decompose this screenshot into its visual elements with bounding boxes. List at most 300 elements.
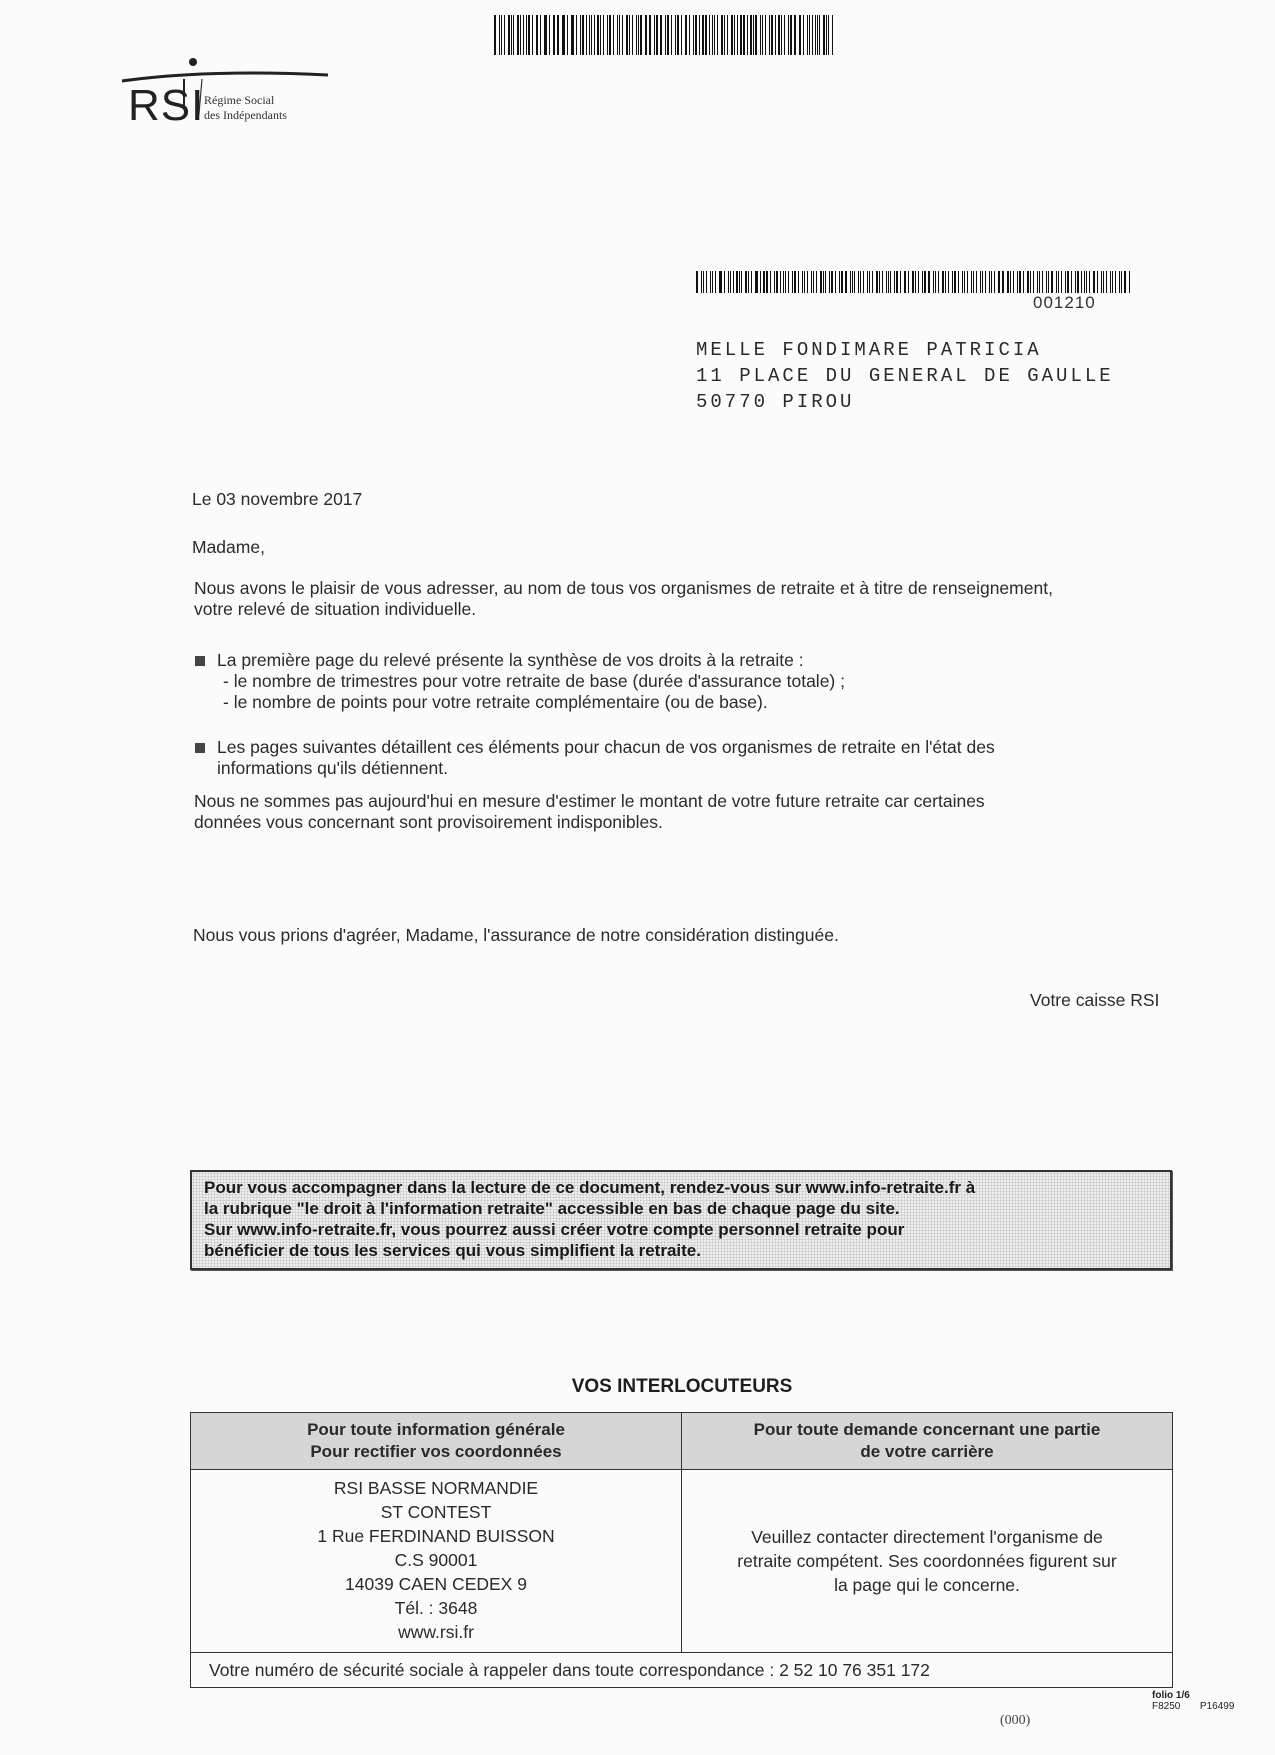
barcode-bar <box>693 15 694 55</box>
barcode-bar <box>900 271 901 293</box>
intro-line: Nous avons le plaisir de vous adresser, au nom de tous vos organismes de retraite et à titre de renseignement, <box>194 578 1053 598</box>
address-line: C.S 90001 <box>394 1550 478 1570</box>
contact-instructions-cell <box>682 1470 1173 1653</box>
barcode-bar <box>750 15 752 55</box>
barcode-bar <box>511 15 512 55</box>
social-security-number: Votre numéro de sécurité sociale à rappeler dans toute correspondance : 2 52 10 76 351 172 <box>191 1653 1173 1688</box>
barcode-bar <box>994 271 995 293</box>
barcode-bar <box>1019 271 1021 293</box>
barcode-bar <box>594 15 595 55</box>
barcode-bar <box>812 15 813 55</box>
barcode-bar <box>544 15 545 55</box>
barcode-bar <box>964 271 965 293</box>
barcode-bar <box>850 271 851 293</box>
barcode-bar <box>1058 271 1059 293</box>
address-line: RSI BASSE NORMANDIE <box>333 1478 539 1498</box>
contact-line: Veuillez contacter directement l'organisme de <box>751 1527 1103 1547</box>
barcode-bar <box>765 15 767 55</box>
barcode-bar <box>571 15 572 55</box>
barcode-bar <box>794 271 796 293</box>
barcode-bar <box>1103 271 1104 293</box>
barcode-bar <box>712 271 713 293</box>
recipient-address <box>696 337 1114 415</box>
barcode-bar <box>1042 271 1043 293</box>
estimate-line: données vous concernant sont provisoirement indisponibles. <box>194 812 663 832</box>
barcode-bar <box>835 271 836 293</box>
barcode-bar <box>675 15 676 55</box>
barcode-bar <box>695 15 697 55</box>
barcode-bar <box>778 15 780 55</box>
logo-acronym: RSI <box>128 81 205 130</box>
barcode-bar <box>557 15 559 55</box>
signature: Votre caisse RSI <box>1030 990 1160 1010</box>
barcode-bar <box>589 15 590 55</box>
barcode-bar <box>809 15 810 55</box>
barcode-bar <box>724 15 725 55</box>
barcode-bar <box>733 271 734 293</box>
barcode-bar <box>626 15 628 55</box>
barcode-bar <box>736 271 738 293</box>
barcode-bar <box>613 15 614 55</box>
barcode-bar <box>685 15 686 55</box>
barcode-bar <box>1056 271 1057 293</box>
barcode-bar <box>717 15 718 55</box>
salutation: Madame, <box>192 537 265 557</box>
barcode-bar <box>769 15 770 55</box>
barcode-bar <box>1002 271 1004 293</box>
barcode-bar <box>696 271 698 293</box>
bullet-subline: - le nombre de trimestres pour votre retraite de base (durée d'assurance totale) ; <box>223 671 845 691</box>
barcode-bar <box>572 15 573 55</box>
barcode-bar <box>755 271 756 293</box>
barcode-bar <box>890 271 891 293</box>
barcode-bar <box>734 15 735 55</box>
barcode-bar <box>1067 271 1068 293</box>
barcode-bar <box>922 271 923 293</box>
barcode-bar <box>689 15 690 55</box>
barcode-bar <box>554 15 555 55</box>
barcode-bar <box>504 15 505 55</box>
header-line: de votre carrière <box>860 1442 994 1461</box>
barcode-bar <box>841 271 843 293</box>
barcode-bar <box>798 271 799 293</box>
barcode-bar <box>1106 271 1107 293</box>
barcode-bar <box>562 15 563 55</box>
barcode-bar <box>1093 271 1094 293</box>
barcode-bar <box>954 271 956 293</box>
barcode-bar <box>513 15 514 55</box>
barcode-bar <box>629 15 630 55</box>
barcode-bar <box>563 15 565 55</box>
barcode-bar <box>762 15 763 55</box>
barcode-bar <box>1089 271 1090 293</box>
barcode-bar <box>1129 271 1130 293</box>
address-line: Tél. : 3648 <box>394 1598 478 1618</box>
bullet-line: Les pages suivantes détaillent ces éléments pour chacun de vos organismes de retraite en l'état des <box>217 737 995 757</box>
barcode-bar <box>719 271 720 293</box>
footer-code: F8250 <box>1152 1701 1181 1712</box>
estimate-line: Nous ne sommes pas aujourd'hui en mesure d'estimer le montant de votre future retraite car certaines <box>194 791 985 811</box>
barcode-bar <box>952 271 953 293</box>
contact-line: retraite compétent. Ses coordonnées figurent sur <box>737 1551 1117 1571</box>
barcode-bar <box>671 15 672 55</box>
barcode-bar <box>807 271 808 293</box>
barcode-bar <box>807 15 808 55</box>
folio-block <box>1152 1690 1234 1712</box>
barcode-bar <box>886 271 887 293</box>
barcode-bar <box>755 15 756 55</box>
barcode-bar <box>999 271 1000 293</box>
barcode-bar <box>609 15 611 55</box>
barcode-bar <box>1121 271 1122 293</box>
bullet-line: informations qu'ils détiennent. <box>217 758 448 778</box>
barcode-bar <box>894 271 895 293</box>
barcode-bar <box>816 271 818 293</box>
barcode-bar <box>743 15 745 55</box>
barcode-number: 001210 <box>1033 293 1096 312</box>
barcode-bar <box>825 271 826 293</box>
barcode-bar <box>709 15 710 55</box>
barcode-bar <box>971 271 972 293</box>
barcode-bar <box>731 15 732 55</box>
barcode-bar <box>1061 271 1062 293</box>
address-line: ST CONTEST <box>380 1502 492 1522</box>
barcode-bar <box>896 271 898 293</box>
info-line: Pour vous accompagner dans la lecture de ce document, rendez-vous sur www.info-retraite.fr à <box>204 1178 976 1197</box>
address-barcode <box>696 271 1130 293</box>
header-line: Pour rectifier vos coordonnées <box>310 1442 562 1461</box>
footer-code: P16499 <box>1199 1701 1235 1712</box>
barcode-bar <box>905 271 906 293</box>
barcode-bar <box>686 15 687 55</box>
barcode-bar <box>699 15 700 55</box>
barcode-bar <box>549 15 550 55</box>
barcode-bar <box>526 15 527 55</box>
barcode-bar <box>1112 271 1113 293</box>
barcode-bar <box>617 15 618 55</box>
barcode-bar <box>553 15 554 55</box>
website-link[interactable]: www.rsi.fr <box>398 1622 474 1642</box>
barcode-bar <box>788 15 789 55</box>
info-retraite-box <box>190 1170 1172 1270</box>
contacts-table <box>190 1412 1173 1688</box>
barcode-bar <box>776 271 777 293</box>
intro-paragraph <box>194 578 1053 620</box>
info-line: Sur www.info-retraite.fr, vous pourrez aussi créer votre compte personnel retraite pour <box>204 1220 905 1239</box>
barcode-bar <box>967 271 968 293</box>
barcode-bar <box>537 15 538 55</box>
barcode-bar <box>817 15 818 55</box>
barcode-bar <box>872 271 873 293</box>
barcode-bar <box>710 271 711 293</box>
contacts-title: VOS INTERLOCUTEURS <box>571 1376 793 1397</box>
barcode-bar <box>508 15 510 55</box>
recipient-name: MELLE FONDIMARE PATRICIA <box>696 339 1042 361</box>
barcode-bar <box>1084 271 1085 293</box>
address-line: 1 Rue FERDINAND BUISSON <box>317 1526 555 1546</box>
barcode-bar <box>888 271 889 293</box>
barcode-bar <box>976 271 977 293</box>
barcode-bar <box>982 271 984 293</box>
career-request-header <box>682 1413 1173 1470</box>
barcode-bar <box>701 271 703 293</box>
barcode-bar <box>912 271 914 293</box>
barcode-bar <box>1010 271 1011 293</box>
barcode-bar <box>660 15 662 55</box>
barcode-bar <box>702 15 704 55</box>
letter-date: Le 03 novembre 2017 <box>192 489 363 509</box>
barcode-bar <box>792 271 794 293</box>
barcode-bar <box>1027 271 1029 293</box>
barcode-bar <box>597 15 599 55</box>
barcode-bar <box>918 271 920 293</box>
barcode-bar <box>820 271 822 293</box>
barcode-bar <box>770 271 771 293</box>
barcode-bar <box>760 271 761 293</box>
barcode-bar <box>1119 271 1121 293</box>
barcode-bar <box>1048 271 1050 293</box>
barcode-bar <box>832 15 834 55</box>
barcode-bar <box>656 15 658 55</box>
barcode-bar <box>991 271 992 293</box>
intro-line: votre relevé de situation individuelle. <box>194 599 477 619</box>
bullet-line: La première page du relevé présente la synthèse de vos droits à la retraite : <box>217 650 804 670</box>
barcode-bar <box>1075 271 1077 293</box>
barcode-bar <box>751 271 752 293</box>
barcode-bar <box>989 271 990 293</box>
barcode-bar <box>799 15 800 55</box>
header-line: Pour toute demande concernant une partie <box>753 1420 1101 1439</box>
barcode-bar <box>1030 271 1031 293</box>
barcode-bar <box>1124 271 1126 293</box>
barcode-bar <box>740 15 742 55</box>
barcode-bar <box>1007 271 1009 293</box>
barcode-bar <box>715 271 716 293</box>
barcode-bar <box>582 15 583 55</box>
barcode-bar <box>1110 271 1111 293</box>
barcode-bar <box>858 271 859 293</box>
barcode-bar <box>815 15 816 55</box>
barcode-bar <box>520 15 521 55</box>
barcode-bar <box>908 271 909 293</box>
barcode-bar <box>845 271 847 293</box>
barcode-bar <box>819 15 820 55</box>
barcode-bar <box>962 271 964 293</box>
barcode-bar <box>1033 271 1034 293</box>
barcode-bar <box>645 15 646 55</box>
barcode-bar <box>714 15 715 55</box>
barcode-bar <box>788 271 789 293</box>
barcode-bar <box>1101 271 1102 293</box>
barcode-bar <box>774 271 776 293</box>
barcode-bar <box>823 15 825 55</box>
barcode-bar <box>523 15 524 55</box>
barcode-bar <box>756 271 758 293</box>
barcode-bar <box>831 271 833 293</box>
barcode-bar <box>958 271 959 293</box>
barcode-bar <box>636 15 637 55</box>
bottom-code: (000) <box>1000 1713 1031 1728</box>
barcode-bar <box>924 271 926 293</box>
barcode-bar <box>839 271 841 293</box>
logo-line2: des Indépendants <box>204 108 287 122</box>
barcode-bar <box>1077 271 1079 293</box>
barcode-bar <box>727 15 729 55</box>
barcode-bar <box>640 15 642 55</box>
info-line: bénéficier de tous les services qui vous simplifient la retraite. <box>204 1241 701 1260</box>
barcode-bar <box>528 15 530 55</box>
barcode-bar <box>784 15 786 55</box>
barcode-bar <box>811 271 812 293</box>
barcode-bar <box>933 271 935 293</box>
rsi-address-cell <box>191 1470 682 1653</box>
barcode-bar <box>677 15 679 55</box>
barcode-bar <box>1039 271 1040 293</box>
barcode-bar <box>879 271 880 293</box>
barcode-bar <box>813 271 814 293</box>
barcode-bar <box>1086 271 1087 293</box>
bullet-item <box>217 737 995 779</box>
estimate-paragraph <box>194 791 985 833</box>
bullet-subline: - le nombre de points pour votre retraite complémentaire (ou de base). <box>223 692 768 712</box>
barcode-bar <box>935 271 936 293</box>
barcode-bar <box>730 271 731 293</box>
barcode-bar <box>829 271 830 293</box>
barcode-bar <box>869 271 870 293</box>
barcode-bar <box>803 15 804 55</box>
barcode-bar <box>942 271 944 293</box>
general-info-header <box>191 1413 682 1470</box>
barcode-bar <box>721 15 723 55</box>
barcode-bar <box>1094 271 1095 293</box>
barcode-bar <box>619 15 620 55</box>
contact-line: la page qui le concerne. <box>834 1575 1020 1595</box>
barcode-bar <box>973 271 974 293</box>
closing-formula: Nous vous prions d'agréer, Madame, l'assurance de notre considération distinguée. <box>193 925 839 945</box>
barcode-bar <box>1071 271 1072 293</box>
barcode-bar <box>1046 271 1047 293</box>
barcode-bar <box>826 15 827 55</box>
barcode-bar <box>860 271 861 293</box>
barcode-bar <box>649 15 651 55</box>
logo-line1: Régime Social <box>204 93 275 107</box>
barcode-bar <box>580 15 582 55</box>
barcode-bar <box>607 15 608 55</box>
barcode-bar <box>852 271 853 293</box>
barcode-bar <box>517 15 518 55</box>
barcode-bar <box>712 15 713 55</box>
barcode-bar <box>1065 271 1067 293</box>
barcode-bar <box>783 271 784 293</box>
barcode-bar <box>785 271 786 293</box>
barcode-bar <box>737 15 738 55</box>
barcode-bar <box>632 15 633 55</box>
barcode-bar <box>622 15 623 55</box>
barcode-bar <box>638 15 639 55</box>
top-barcode <box>494 15 834 55</box>
barcode-bar <box>494 15 496 55</box>
barcode-bar <box>794 15 796 55</box>
barcode-bar <box>802 271 803 293</box>
barcode-bar <box>1037 271 1038 293</box>
barcode-bar <box>1097 271 1099 293</box>
barcode-bar <box>948 271 950 293</box>
barcode-bar <box>781 15 782 55</box>
bullet-square-icon <box>195 656 205 666</box>
barcode-bar <box>854 271 855 293</box>
barcode-bar <box>499 15 501 55</box>
barcode-bar <box>667 15 669 55</box>
barcode-bar <box>567 15 568 55</box>
barcode-bar <box>654 15 656 55</box>
logo-subtitle <box>204 93 287 123</box>
barcode-bar <box>706 271 707 293</box>
barcode-bar <box>867 271 868 293</box>
footer-codes <box>1152 1701 1234 1712</box>
barcode-bar <box>501 15 502 55</box>
barcode-bar <box>603 15 604 55</box>
barcode-bar <box>985 271 986 293</box>
barcode-bar <box>739 271 740 293</box>
barcode-bar <box>753 15 754 55</box>
barcode-bar <box>705 15 707 55</box>
barcode-bar <box>763 271 765 293</box>
info-line: la rubrique "le droit à l'information retraite" accessible en bas de chaque page du site. <box>204 1199 900 1218</box>
folio: folio 1/6 <box>1152 1690 1190 1701</box>
barcode-bar <box>760 15 761 55</box>
barcode-bar <box>720 271 722 293</box>
barcode-bar <box>748 271 749 293</box>
barcode-bar <box>904 271 905 293</box>
barcode-bar <box>876 271 878 293</box>
rsi-logo <box>118 55 338 135</box>
bullet-square-icon <box>195 743 205 753</box>
barcode-bar <box>804 271 805 293</box>
barcode-bar <box>703 271 704 293</box>
barcode-bar <box>586 15 587 55</box>
barcode-bar <box>728 271 729 293</box>
barcode-bar <box>771 15 773 55</box>
barcode-bar <box>766 271 768 293</box>
barcode-bar <box>1051 271 1052 293</box>
barcode-bar <box>863 271 864 293</box>
barcode-bar <box>1013 271 1015 293</box>
barcode-bar <box>980 271 981 293</box>
barcode-bar <box>775 15 776 55</box>
barcode-bar <box>532 15 533 55</box>
recipient-city: 50770 PIROU <box>696 391 855 413</box>
barcode-bar <box>745 271 747 293</box>
barcode-bar <box>576 15 577 55</box>
barcode-bar <box>646 15 647 55</box>
barcode-bar <box>665 15 667 55</box>
barcode-bar <box>536 15 537 55</box>
barcode-bar <box>741 271 742 293</box>
barcode-bar <box>1017 271 1018 293</box>
barcode-bar <box>823 271 824 293</box>
barcode-bar <box>1023 271 1024 293</box>
barcode-bar <box>928 271 930 293</box>
barcode-bar <box>747 15 748 55</box>
barcode-bar <box>945 271 946 293</box>
barcode-bar <box>790 15 792 55</box>
barcode-bar <box>545 15 547 55</box>
barcode-bar <box>1081 271 1082 293</box>
barcode-bar <box>1115 271 1116 293</box>
barcode-bar <box>681 15 682 55</box>
barcode-bar <box>724 271 726 293</box>
barcode-bar <box>998 271 999 293</box>
